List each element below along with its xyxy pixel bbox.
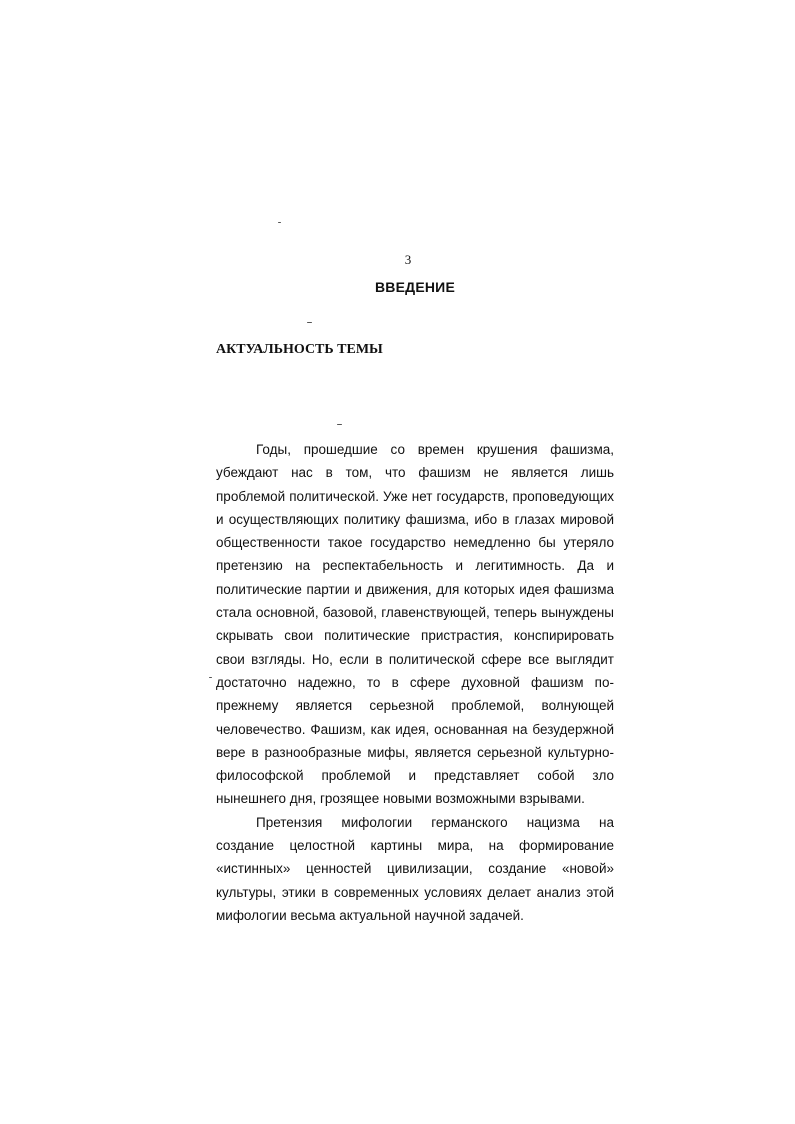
chapter-title: ВВЕДЕНИЕ <box>375 279 455 295</box>
body-text <box>216 438 614 927</box>
scan-speck <box>209 677 212 678</box>
paragraph-1: Годы, прошедшие со времен крушения фашизма, убеждают нас в том, что фашизм не является лишь проблемой политической. Уже нет государств, проповедующих и осуществляющих политику фашизма, ибо в глазах мировой общественности такое государство немедленно бы утеряло претензию на респектабельность и легитимность. Да и политические партии и движения, для которых идея фашизма стала основной, базовой, главенствующей, теперь вынуждены скрывать свои политические пристрастия, конспирировать свои взгляды. Но, если в политической сфере все выглядит достаточно надежно, то в сфере духовной фашизм по-прежнему является серьезной проблемой, волнующей человечество. Фашизм, как идея, основанная на безудержной вере в разнообразные мифы, является серьезной культурно-философской проблемой и представляет собой зло нынешнего дня, грозящее новыми возможными взрывами. <box>216 442 614 807</box>
paragraph-2: Претензия мифологии германского нацизма на создание целостной картины мира, на формирование «истинных» ценностей цивилизации, создание «новой» культуры, этики в современных условиях делает анализ этой мифологии весьма актуальной научной задачей. <box>216 814 614 923</box>
page-number: 3 <box>404 252 412 267</box>
section-title: АКТУАЛЬНОСТЬ ТЕМЫ <box>216 342 383 357</box>
scan-speck <box>307 322 312 323</box>
scan-speck <box>337 424 342 425</box>
scan-speck <box>278 222 281 223</box>
